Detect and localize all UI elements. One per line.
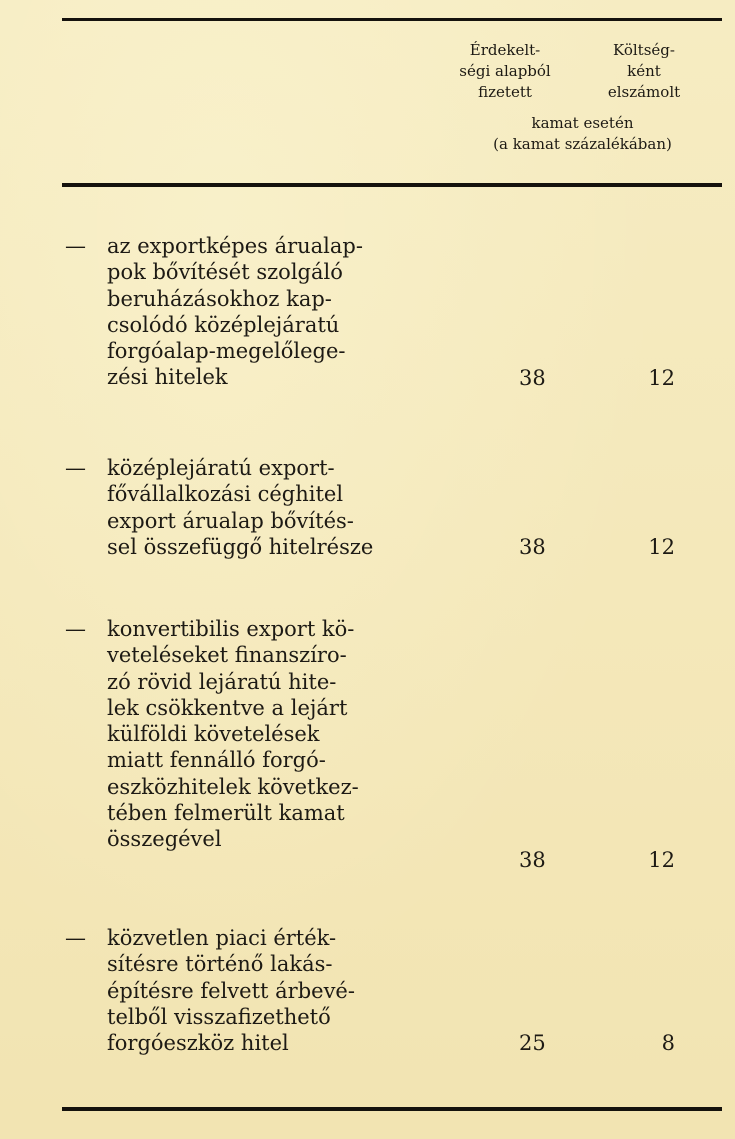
- value-cost-accounted: 8: [661, 1031, 675, 1056]
- header-col2-line: Költség-: [613, 41, 675, 59]
- row-description: [107, 925, 355, 1056]
- row-line: eszközhitelek következ-: [107, 774, 359, 799]
- row-line: sel összefüggő hitelrésze: [107, 534, 374, 559]
- table-header: [440, 40, 725, 155]
- header-common-line: kamat esetén: [531, 114, 634, 132]
- top-rule: [62, 18, 722, 21]
- row-line: sítésre történő lakás-: [107, 952, 333, 977]
- bottom-rule: [62, 1107, 722, 1111]
- row-line: miatt fennálló forgó-: [107, 748, 326, 773]
- row-line: összegével: [107, 827, 222, 852]
- header-col1-line: fizetett: [478, 83, 532, 101]
- value-cost-accounted: 12: [648, 365, 675, 390]
- header-rule: [62, 183, 722, 187]
- header-col2-line: ként: [627, 62, 661, 80]
- row-line: veteléseket finanszíro-: [107, 643, 347, 668]
- row-line: pok bővítését szolgáló: [107, 260, 343, 285]
- row-line: beruházásokhoz kap-: [107, 286, 332, 311]
- row-description: [107, 616, 359, 853]
- header-col1-line: Érdekelt-: [469, 41, 541, 59]
- row-line: fővállalkozási céghitel: [107, 482, 344, 507]
- row-line: külföldi követelések: [107, 722, 320, 747]
- row-line: forgóeszköz hitel: [107, 1031, 289, 1056]
- row-line: konvertibilis export kö-: [107, 617, 355, 641]
- row-line: zési hitelek: [107, 365, 228, 390]
- value-interest-fund: 38: [519, 365, 546, 390]
- header-common-line: (a kamat százalékában): [493, 135, 672, 153]
- row-line: zó rövid lejáratú hite-: [107, 669, 337, 694]
- header-column-2: [574, 40, 714, 103]
- row-description: [107, 455, 373, 560]
- row-line: csolódó középlejáratú: [107, 312, 340, 337]
- row-line: export árualap bővítés-: [107, 508, 354, 533]
- row-line: az exportképes árualap-: [107, 234, 363, 258]
- row-line: lek csökkentve a lejárt: [107, 695, 348, 720]
- header-column-1: [440, 40, 570, 103]
- header-common: [440, 113, 725, 155]
- value-interest-fund: 38: [519, 848, 546, 872]
- value-cost-accounted: 12: [648, 534, 675, 559]
- value-interest-fund: 38: [519, 534, 546, 559]
- row-dash: —: [65, 617, 86, 641]
- row-line: telből visszafizethető: [107, 1004, 331, 1029]
- row-dash: —: [65, 234, 86, 258]
- row-line: középlejáratú export-: [107, 456, 335, 480]
- row-description: [107, 233, 363, 391]
- value-cost-accounted: 12: [648, 848, 675, 872]
- row-dash: —: [65, 926, 86, 950]
- header-col1-line: ségi alapból: [459, 62, 551, 80]
- row-line: forgóalap-megelőlege-: [107, 339, 346, 364]
- row-line: tében felmerült kamat: [107, 801, 345, 826]
- header-col2-line: elszámolt: [607, 83, 681, 101]
- row-line: építésre felvett árbevé-: [107, 978, 355, 1003]
- row-line: közvetlen piaci érték-: [107, 926, 337, 950]
- row-dash: —: [65, 456, 86, 480]
- value-interest-fund: 25: [519, 1031, 546, 1056]
